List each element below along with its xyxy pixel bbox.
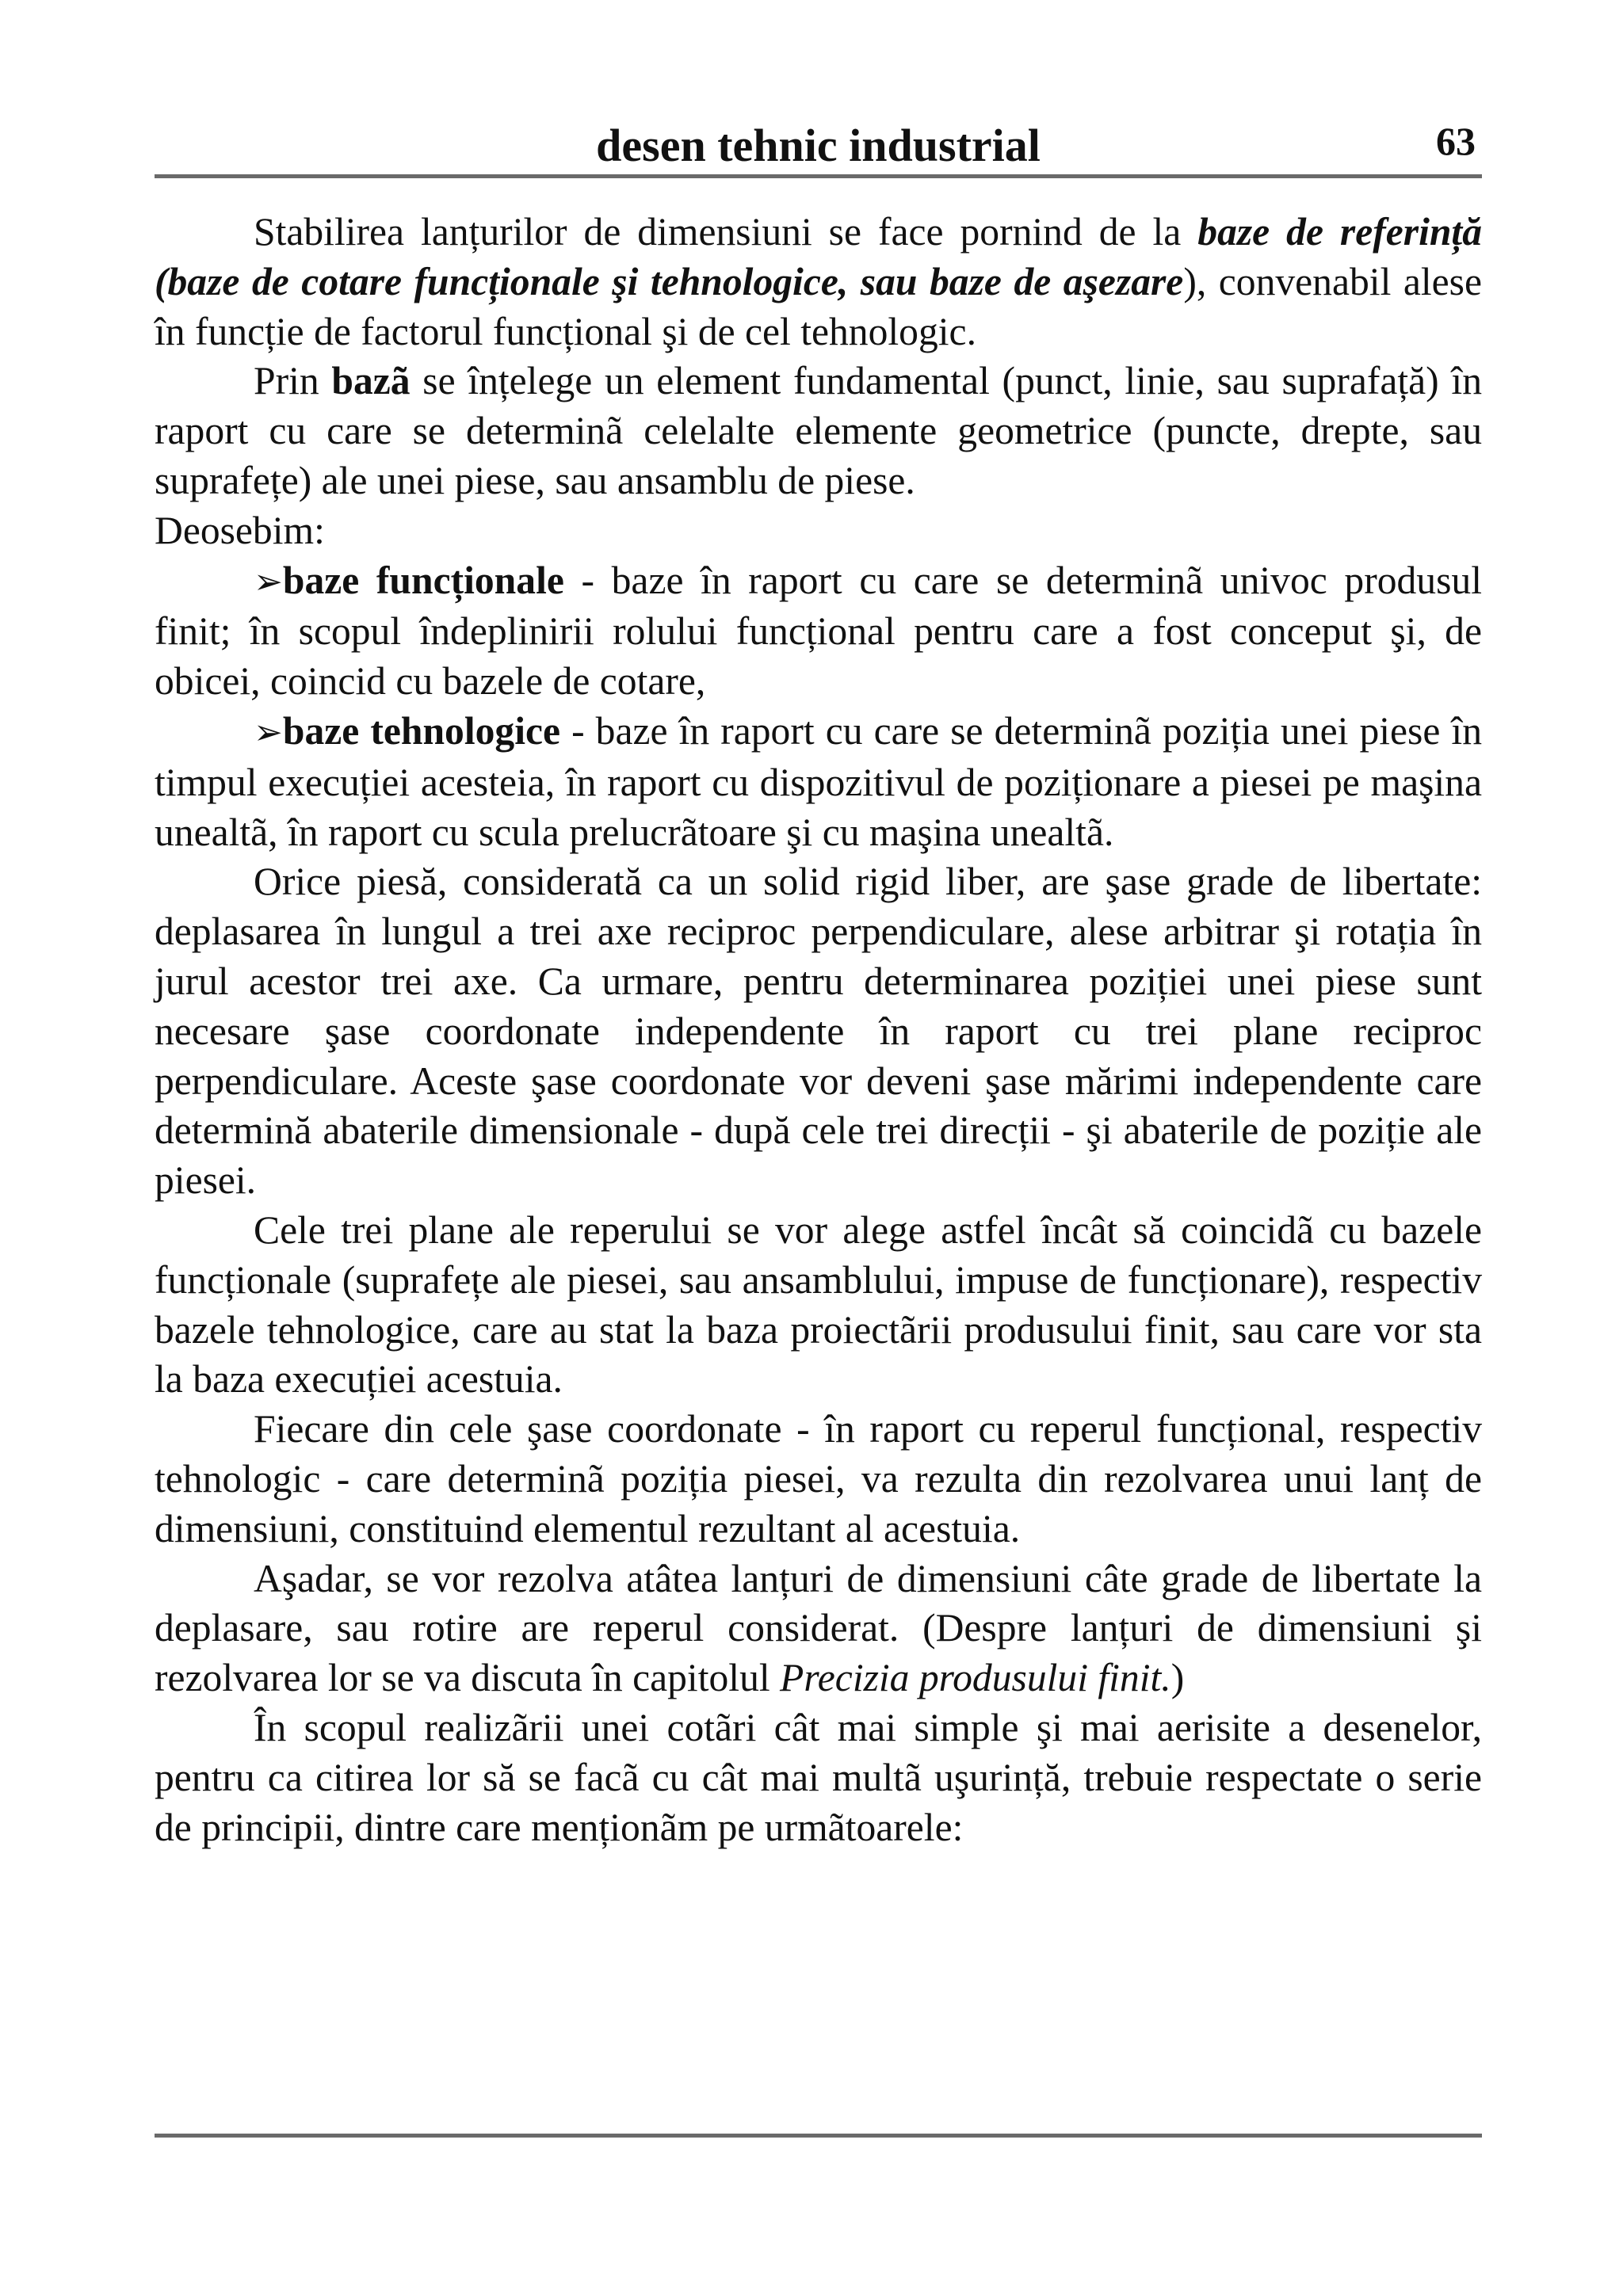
term-technological-bases: baze tehnologice (282, 708, 561, 753)
paragraph-base-definition (155, 357, 1482, 505)
arrow-bullet-icon: ➢ (254, 711, 283, 753)
bullet-functional-bases (155, 556, 1482, 707)
paragraph-dimension-chains (155, 1554, 1482, 1703)
text-run: se înțelege un element fundamental (punct, linie, sau suprafață) în raport cu care se determinã celelalte elemente geometrice (puncte, drepte, sau suprafețe) ale unei piese, sau ansamblu de piese. (155, 359, 1482, 502)
text-run: Stabilirea lanțurilor de dimensiuni se face pornind de la (254, 210, 1198, 254)
text-run: Prin (254, 359, 332, 403)
emphasis-reference-bases: baze de referință (baze de cotare funcționale şi tehnologice, sau baze de aşezare (155, 210, 1483, 303)
page-header (155, 111, 1482, 181)
text-run: Aşadar, se vor rezolva atâtea lanțuri de dimensiuni câte grade de libertate la deplasare, sau rotire are reperul considerat. (Despre lanțuri de dimensiuni şi rezolvarea lor se va discuta în capitolul (155, 1556, 1482, 1700)
text-run: - baze în raport cu care se determinã poziția unei piese în timpul execuției acesteia, în raport cu dispozitivul de poziționare a piesei pe maşina unealtã, în raport cu scula prelucrãtoare şi cu maşina unealtã. (155, 708, 1482, 854)
bullet-technological-bases (155, 707, 1482, 857)
paragraph-reference-bases (155, 208, 1482, 357)
chapter-reference: Precizia produsului finit. (780, 1656, 1171, 1700)
paragraph-reference-planes: Cele trei plane ale reperului se vor alege astfel încât să coincidã cu bazele funcționale (suprafețe ale piesei, sau ansamblului, impuse de funcționare), respectiv bazele tehnologice, care au stat la baza proiectãrii produsului finit, sau care vor sta la baza execuției acestuia. (155, 1207, 1482, 1402)
term-functional-bases: baze funcționale (282, 558, 564, 602)
running-title: desen tehnic industrial (596, 120, 1041, 171)
paragraph-principles: În scopul realizãrii unei cotãri cât mai simple şi mai aerisite a desenelor, pentru ca citirea lor să se facã cu cât mai multã uşurință, trebuie respectate o serie de principii, dintre care menționãm pe urmãtoarele: (155, 1705, 1482, 1849)
paragraph-coordinates: Fiecare din cele şase coordonate - în raport cu reperul funcțional, respectiv tehnologic - care determinã poziția piesei, va rezulta din rezolvarea unui lanț de dimensiuni, constituind elementul rezultant al acestuia. (155, 1407, 1482, 1550)
body-text (155, 208, 1482, 1852)
header-rule (155, 174, 1482, 178)
text-run: ) (1170, 1656, 1185, 1700)
arrow-bullet-icon: ➢ (254, 561, 283, 602)
paragraph-deosebim: Deosebim: (155, 508, 325, 552)
term-baza: bazã (331, 359, 411, 403)
page-number: 63 (1436, 119, 1476, 163)
footer-rule (155, 2134, 1482, 2138)
text-run: - baze în raport cu care se determinã univoc produsul finit; în scopul îndeplinirii rolului funcțional pentru care a fost conceput şi, de obicei, coincid cu bazele de cotare, (155, 558, 1482, 704)
paragraph-degrees-of-freedom: Orice piesă, considerată ca un solid rigid liber, are şase grade de libertate: deplasarea în lungul a trei axe reciproc perpendiculare, alese arbitrar şi rotația în jurul acestor trei axe. Ca urmare, pentru determinarea poziției unei piese sunt necesare şase coordonate independente în raport cu trei plane reciproc perpendiculare. Aceste şase coordonate vor deveni şase mărimi independente care determină abaterile dimensionale - după cele trei direcții - şi abaterile de poziție ale piesei. (155, 860, 1482, 1203)
text-run: ), convenabil alese în funcție de factorul funcțional şi de cel tehnologic. (155, 259, 1482, 353)
